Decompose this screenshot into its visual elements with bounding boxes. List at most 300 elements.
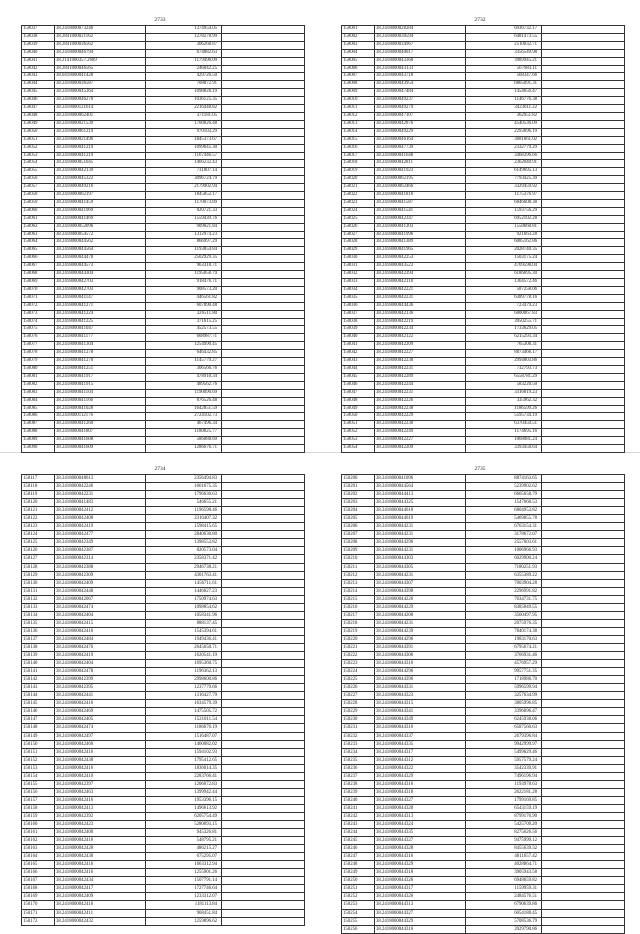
- cell-empty: [542, 853, 625, 861]
- cell-amount: 568347.66: [466, 73, 542, 81]
- table-row: [342, 676, 625, 684]
- cell-amount: 8799176.90: [466, 812, 542, 820]
- table-row: [342, 223, 625, 231]
- cell-code: 38.2418000042229: [375, 413, 466, 421]
- cell-amount: 1175376.97: [466, 192, 542, 200]
- cell-code: 38.2418000044322: [375, 764, 466, 772]
- cell-code: 38.2418000042227: [375, 350, 466, 358]
- table-row: [342, 215, 625, 223]
- cell-id: 150140: [22, 660, 55, 668]
- table-row: [342, 660, 625, 668]
- table-row: [22, 660, 305, 668]
- cell-code: 38.2418000041483: [55, 499, 146, 507]
- table-row: [22, 475, 305, 483]
- cell-amount: 7034731.75: [466, 595, 542, 603]
- cell-id: 150041: [342, 342, 375, 350]
- cell-id: 150033: [342, 279, 375, 287]
- cell-amount: 1545394.61: [146, 627, 222, 635]
- cell-code: 38.2418000041219: [55, 152, 146, 160]
- cell-code: 38.2418000042448: [55, 587, 146, 595]
- cell-code: 38.2418000044470: [55, 255, 146, 263]
- cell-id: 150131: [22, 587, 55, 595]
- cell-id: 150129: [22, 571, 55, 579]
- cell-empty: [542, 389, 625, 397]
- cell-empty: [542, 837, 625, 845]
- cell-empty: [542, 437, 625, 445]
- table-row: [22, 692, 305, 700]
- cell-amount: 8385849.55: [466, 603, 542, 611]
- cell-empty: [222, 515, 305, 523]
- cell-empty: [542, 26, 625, 34]
- cell-id: 150071: [22, 294, 55, 302]
- cell-amount: 1186599.26: [466, 405, 542, 413]
- cell-amount: 452573.55: [146, 326, 222, 334]
- cell-empty: [542, 160, 625, 168]
- table-row: [342, 780, 625, 788]
- table-row: [342, 57, 625, 65]
- table-row: [342, 413, 625, 421]
- cell-empty: [222, 57, 305, 65]
- cell-id: 150132: [22, 595, 55, 603]
- cell-amount: 674882.63: [146, 49, 222, 57]
- cell-empty: [542, 41, 625, 49]
- cell-empty: [542, 373, 625, 381]
- cell-id: 150060: [22, 207, 55, 215]
- cell-code: 38.2418000042477: [55, 531, 146, 539]
- cell-code: 38.2418000042253: [375, 255, 466, 263]
- table-row: [342, 136, 625, 144]
- cell-empty: [542, 318, 625, 326]
- table-row: [22, 255, 305, 263]
- cell-code: 38.2418000048613: [55, 475, 146, 483]
- cell-empty: [542, 73, 625, 81]
- table-row: [342, 144, 625, 152]
- cell-amount: 429726.50: [146, 73, 222, 81]
- cell-code: 38.2418000041260: [55, 421, 146, 429]
- cell-amount: 1507791.14: [146, 877, 222, 885]
- cell-amount: 8455639.32: [466, 845, 542, 853]
- cell-amount: 1634579.39: [146, 700, 222, 708]
- cell-amount: 335962.32: [466, 397, 542, 405]
- table-row: [342, 901, 625, 909]
- cell-id: 150034: [342, 286, 375, 294]
- cell-amount: 3096724.79: [146, 176, 222, 184]
- cell-empty: [542, 925, 625, 933]
- cell-id: 150166: [22, 869, 55, 877]
- cell-amount: 2332779.29: [466, 144, 542, 152]
- cell-empty: [222, 829, 305, 837]
- cell-code: 38.2418000044316: [375, 780, 466, 788]
- cell-code: 38.2418000042392: [55, 812, 146, 820]
- cell-amount: 246042.25: [146, 65, 222, 73]
- table-row: [22, 223, 305, 231]
- cell-id: 150170: [22, 901, 55, 909]
- table-row: [22, 128, 305, 136]
- cell-code: 38.2418000042221: [375, 286, 466, 294]
- cell-amount: 1460082.02: [146, 740, 222, 748]
- cell-code: 38.2418000047739: [375, 144, 466, 152]
- cell-empty: [542, 772, 625, 780]
- cell-empty: [222, 334, 305, 342]
- table-row: [22, 57, 305, 65]
- cell-amount: 446561.82: [146, 294, 222, 302]
- cell-empty: [222, 105, 305, 113]
- table-row: [342, 772, 625, 780]
- table-row: [22, 788, 305, 796]
- cell-empty: [222, 901, 305, 909]
- cell-code: 38.2418000044618: [375, 507, 466, 515]
- table-row: [22, 869, 305, 877]
- cell-amount: 820573.04: [146, 547, 222, 555]
- table-row: [22, 310, 305, 318]
- cell-id: 150037: [22, 26, 55, 34]
- cell-code: 38.2418000042434: [55, 877, 146, 885]
- cell-id: 150065: [22, 247, 55, 255]
- cell-code: 38.2418000042349: [55, 539, 146, 547]
- cell-amount: 1953396.15: [146, 796, 222, 804]
- cell-empty: [222, 373, 305, 381]
- cell-code: 38.2418000044327: [375, 909, 466, 917]
- table-row: [342, 740, 625, 748]
- cell-amount: 607890.48: [146, 302, 222, 310]
- cell-code: 38.2418000042416: [55, 796, 146, 804]
- cell-amount: 9957751.35: [466, 668, 542, 676]
- cell-empty: [542, 247, 625, 255]
- cell-amount: 970103.29: [146, 128, 222, 136]
- cell-empty: [222, 279, 305, 287]
- cell-empty: [222, 97, 305, 105]
- table-row: [22, 144, 305, 152]
- cell-id: 150201: [342, 483, 375, 491]
- table-row: [342, 917, 625, 925]
- cell-code: 38.2418000044316: [375, 925, 466, 933]
- cell-id: 150057: [22, 184, 55, 192]
- cell-code: 38.2418000042478: [55, 668, 146, 676]
- cell-id: 150216: [342, 603, 375, 611]
- cell-empty: [542, 788, 625, 796]
- table-row: [22, 350, 305, 358]
- table-row: [22, 294, 305, 302]
- cell-code: 38.2418000042416: [55, 748, 146, 756]
- table-row: [342, 571, 625, 579]
- cell-amount: 1598415.65: [146, 523, 222, 531]
- cell-code: 38.2418000042416: [55, 861, 146, 869]
- cell-amount: 4769598.04: [466, 263, 542, 271]
- cell-code: 38.2418000042408: [55, 515, 146, 523]
- cell-empty: [542, 231, 625, 239]
- cell-empty: [222, 294, 305, 302]
- cell-id: 150208: [342, 539, 375, 547]
- cell-code: 38.2418000042394: [375, 271, 466, 279]
- cell-amount: 2283766.41: [146, 772, 222, 780]
- cell-empty: [542, 81, 625, 89]
- cell-empty: [542, 112, 625, 120]
- cell-empty: [222, 700, 305, 708]
- cell-empty: [222, 128, 305, 136]
- cell-id: 150236: [342, 764, 375, 772]
- cell-id: 150126: [22, 547, 55, 555]
- cell-code: 38.2418000042460: [55, 740, 146, 748]
- cell-code: 38.2418000041917: [55, 373, 146, 381]
- table-row: [22, 756, 305, 764]
- table-row: [22, 635, 305, 643]
- cell-amount: 1446827.23: [146, 587, 222, 595]
- cell-empty: [542, 869, 625, 877]
- cell-empty: [222, 845, 305, 853]
- cell-code: 38.2418000042438: [55, 756, 146, 764]
- cell-code: 38.2418000041816: [375, 192, 466, 200]
- cell-id: 150040: [342, 334, 375, 342]
- cell-id: 150063: [22, 231, 55, 239]
- cell-code: 38.2418000044231: [375, 547, 466, 555]
- cell-id: 150224: [342, 668, 375, 676]
- table-row: [22, 764, 305, 772]
- cell-empty: [222, 318, 305, 326]
- table-row: [22, 334, 305, 342]
- cell-id: 150150: [22, 740, 55, 748]
- cell-code: 38.2418000042238: [375, 405, 466, 413]
- cell-id: 150217: [342, 611, 375, 619]
- cell-amount: 2622181.28: [466, 788, 542, 796]
- table-row: [22, 515, 305, 523]
- cell-code: 38.2418000112176: [55, 413, 146, 421]
- cell-code: 38.2418000042289: [375, 373, 466, 381]
- table-row: [342, 279, 625, 287]
- cell-id: 150204: [342, 507, 375, 515]
- table-row: [22, 231, 305, 239]
- cell-empty: [542, 507, 625, 515]
- cell-empty: [542, 475, 625, 483]
- table-row: [22, 845, 305, 853]
- cell-amount: 8873466.17: [466, 350, 542, 358]
- cell-empty: [542, 413, 625, 421]
- cell-id: 150147: [22, 716, 55, 724]
- cell-id: 150222: [342, 652, 375, 660]
- table-row: [22, 437, 305, 445]
- table-row: [342, 207, 625, 215]
- cell-code: 38.2418000042415: [55, 619, 146, 627]
- cell-id: 150073: [22, 310, 55, 318]
- table-row: [342, 26, 625, 34]
- cell-id: 150002: [342, 33, 375, 41]
- cell-amount: 306268.87: [146, 41, 222, 49]
- table-row: [22, 829, 305, 837]
- table-row: [22, 247, 305, 255]
- cell-empty: [222, 708, 305, 716]
- cell-id: 150164: [22, 853, 55, 861]
- table-row: [342, 381, 625, 389]
- cell-code: 38.2418000044564: [375, 483, 466, 491]
- cell-empty: [222, 587, 305, 595]
- cell-empty: [542, 724, 625, 732]
- cell-id: 150209: [342, 547, 375, 555]
- cell-code: 38.2418000043718: [375, 73, 466, 81]
- cell-amount: 3542339.91: [466, 764, 542, 772]
- cell-id: 150054: [22, 160, 55, 168]
- cell-empty: [542, 812, 625, 820]
- table-row: [342, 65, 625, 73]
- cell-code: 38.2418000044315: [375, 700, 466, 708]
- cell-amount: 1475505.72: [146, 708, 222, 716]
- cell-empty: [542, 635, 625, 643]
- cell-id: 150047: [22, 105, 55, 113]
- cell-id: 150128: [22, 563, 55, 571]
- cell-empty: [542, 89, 625, 97]
- cell-code: 38.2418000044436: [375, 302, 466, 310]
- cell-code: 38.2418000042209: [375, 342, 466, 350]
- cell-amount: 765308.31: [466, 342, 542, 350]
- cell-id: 150009: [342, 89, 375, 97]
- cell-amount: 1206072.83: [146, 780, 222, 788]
- table-row: [342, 263, 625, 271]
- table-row: [342, 531, 625, 539]
- cell-empty: [222, 579, 305, 587]
- cell-amount: 1558660.81: [466, 223, 542, 231]
- cell-code: 38.2418000044391: [375, 643, 466, 651]
- table-row: [22, 65, 305, 73]
- cell-id: 150249: [342, 869, 375, 877]
- cell-id: 150062: [22, 223, 55, 231]
- table-row: [22, 676, 305, 684]
- cell-code: 38.2418000042416: [55, 700, 146, 708]
- cell-amount: 6245938.06: [466, 716, 542, 724]
- cell-code: 38.2418000044200: [375, 611, 466, 619]
- cell-id: 150240: [342, 796, 375, 804]
- cell-code: 38.2418000042419: [55, 652, 146, 660]
- table-row: [22, 389, 305, 397]
- cell-code: 38.2418000044396: [375, 676, 466, 684]
- cell-code: 38.2418000041219: [55, 144, 146, 152]
- cell-empty: [222, 740, 305, 748]
- cell-code: 38.2418000042246: [55, 483, 146, 491]
- cell-id: 150237: [342, 772, 375, 780]
- cell-empty: [222, 796, 305, 804]
- table-row: [22, 668, 305, 676]
- cell-id: 150165: [22, 861, 55, 869]
- cell-code: 38.2418000042399: [55, 676, 146, 684]
- cell-amount: 1098854.62: [146, 603, 222, 611]
- cell-amount: 6389778.16: [466, 294, 542, 302]
- data-table: [21, 25, 305, 461]
- cell-code: 38.2418000044231: [375, 571, 466, 579]
- cell-code: 38.2418000044226: [375, 595, 466, 603]
- cell-code: 38.2141000357.2689: [55, 57, 146, 65]
- cell-id: 150081: [22, 373, 55, 381]
- cell-amount: 1193978.63: [466, 780, 542, 788]
- cell-amount: 2724102.73: [146, 413, 222, 421]
- cell-id: 150028: [342, 239, 375, 247]
- cell-code: 38.2418000041923: [375, 168, 466, 176]
- cell-code: 38.2418000044562: [55, 239, 146, 247]
- cell-id: 150023: [342, 199, 375, 207]
- cell-id: 150042: [22, 65, 55, 73]
- table-row: [22, 176, 305, 184]
- cell-empty: [222, 692, 305, 700]
- table-row: [22, 893, 305, 901]
- cell-amount: 1145779.27: [146, 358, 222, 366]
- cell-empty: [222, 152, 305, 160]
- cell-amount: 5708536.79: [466, 917, 542, 925]
- cell-empty: [222, 627, 305, 635]
- cell-empty: [222, 619, 305, 627]
- table-row: [22, 33, 305, 41]
- table-row: [342, 732, 625, 740]
- cell-amount: 1179496.09: [146, 57, 222, 65]
- cell-id: 150253: [342, 901, 375, 909]
- cell-empty: [542, 780, 625, 788]
- cell-id: 150227: [342, 692, 375, 700]
- table-row: [342, 684, 625, 692]
- cell-id: 150089: [22, 437, 55, 445]
- table-row: [342, 756, 625, 764]
- cell-empty: [542, 571, 625, 579]
- cell-id: 150027: [342, 231, 375, 239]
- cell-id: 150031: [342, 263, 375, 271]
- cell-code: 38.2418000045322: [55, 176, 146, 184]
- cell-id: 150251: [342, 885, 375, 893]
- cell-empty: [222, 429, 305, 437]
- table-row: [342, 421, 625, 429]
- table-row: [22, 112, 305, 120]
- cell-amount: 3950255.71: [466, 318, 542, 326]
- table-row: [22, 804, 305, 812]
- table-row: [22, 901, 305, 909]
- table-row: [342, 255, 625, 263]
- table-row: [22, 708, 305, 716]
- cell-empty: [222, 65, 305, 73]
- cell-amount: 1642851.59: [146, 405, 222, 413]
- cell-id: 150203: [342, 499, 375, 507]
- cell-code: 38.2418000044324: [375, 821, 466, 829]
- cell-amount: 6085162.86: [466, 239, 542, 247]
- cell-id: 150049: [22, 120, 55, 128]
- table-row: [342, 909, 625, 917]
- cell-empty: [222, 861, 305, 869]
- cell-id: 150024: [342, 207, 375, 215]
- cell-empty: [222, 917, 305, 925]
- cell-id: 150144: [22, 692, 55, 700]
- cell-empty: [222, 389, 305, 397]
- cell-code: 38.2418000042209: [375, 445, 466, 453]
- cell-amount: 2356494.83: [146, 475, 222, 483]
- cell-amount: 1695360.75: [146, 660, 222, 668]
- cell-code: 38.2418000041104: [55, 389, 146, 397]
- cell-amount: 4576957.29: [466, 660, 542, 668]
- table-row: [22, 861, 305, 869]
- cell-empty: [542, 483, 625, 491]
- cell-amount: 6186695.30: [466, 271, 542, 279]
- cell-amount: 6952102.28: [466, 215, 542, 223]
- cell-empty: [222, 192, 305, 200]
- table-row: [342, 247, 625, 255]
- cell-empty: [542, 342, 625, 350]
- cell-amount: 6936732.17: [466, 26, 542, 34]
- cell-id: 150039: [22, 41, 55, 49]
- cell-code: 38.2418000041469: [55, 215, 146, 223]
- table-row: [22, 603, 305, 611]
- cell-amount: 1146776.38: [466, 97, 542, 105]
- table-row: [22, 184, 305, 192]
- cell-code: 38.2418000044296: [375, 635, 466, 643]
- cell-id: 150066: [22, 255, 55, 263]
- cell-code: 38.2418000042416: [55, 764, 146, 772]
- cell-empty: [542, 716, 625, 724]
- table-row: [22, 812, 305, 820]
- cell-empty: [542, 168, 625, 176]
- cell-id: 150020: [342, 176, 375, 184]
- table-row: [342, 708, 625, 716]
- cell-empty: [542, 732, 625, 740]
